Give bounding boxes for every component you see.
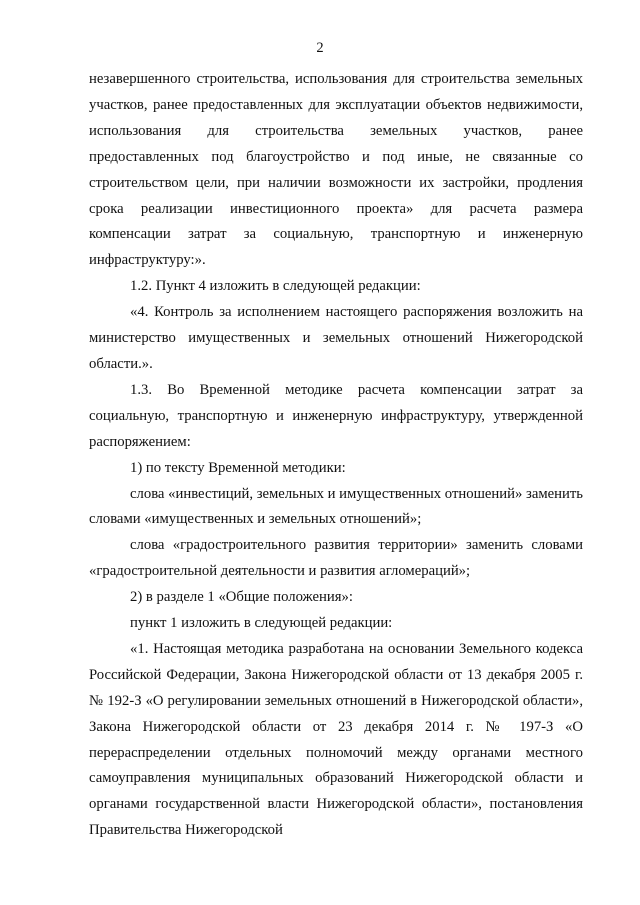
paragraph-point-1-text: «1. Настоящая методика разработана на основании Земельного кодекса Российской Федерации, Закона Нижегородской области от 13 декабря 2005 г. № 192-З «О регулировании земельных отношений в Нижегородской области», Закона Нижегородской области от 23 декабря 2014 г. № 197-З «О перераспределении отдельных полномочий между органами местного самоуправления муниципальных образований Нижегородской области и органами государственной власти Нижегородской области», постановления Правительства Нижегородской	[89, 640, 583, 839]
document-body	[89, 67, 583, 844]
paragraph-continuation: незавершенного строительства, использования для строительства земельных участков, ранее предоставленных для эксплуатации объектов недвижимости, использования для строительства земельных участков, ранее предоставленных под благоустройство и под иные, не связанные со строительством цели, при наличии возможности их застройки, продления срока реализации инвестиционного проекта» для расчета размера компенсации затрат за социальную, транспортную и инженерную инфраструктуру:».	[89, 71, 583, 269]
paragraph-point-1-intro: пункт 1 изложить в следующей редакции:	[130, 615, 393, 632]
paragraph-subitem-2: 2) в разделе 1 «Общие положения»:	[130, 589, 353, 606]
paragraph-subitem-1: 1) по тексту Временной методики:	[130, 459, 346, 476]
paragraph-point-4-text: «4. Контроль за исполнением настоящего распоряжения возложить на министерство имущественных и земельных отношений Нижегородской области.».	[89, 304, 583, 372]
paragraph-replace-words-2: слова «градостроительного развития территории» заменить словами «градостроительной деятельности и развития агломераций»;	[89, 537, 583, 580]
paragraph-item-1-2: 1.2. Пункт 4 изложить в следующей редакции:	[130, 278, 421, 295]
paragraph-replace-words-1: слова «инвестиций, земельных и имущественных отношений» заменить словами «имущественных и земельных отношений»;	[89, 485, 583, 528]
page-number: 2	[316, 40, 324, 56]
paragraph-item-1-3: 1.3. Во Временной методике расчета компенсации затрат за социальную, транспортную и инженерную инфраструктуру, утвержденной распоряжением:	[89, 381, 583, 450]
